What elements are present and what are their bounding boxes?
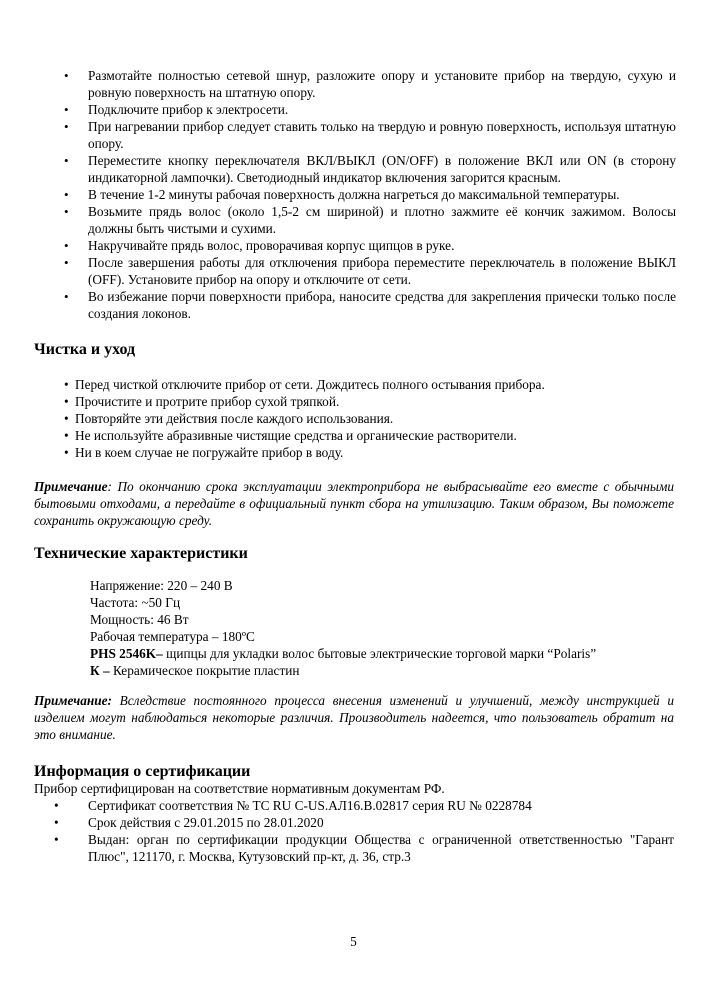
list-item: • Срок действия с 29.01.2015 по 28.01.2020 (54, 814, 674, 831)
list-item: • Повторяйте эти действия после каждого использования. (64, 410, 664, 427)
list-item: • Сертификат соответствия № ТС RU С-US.АЛ16.В.02817 серия RU № 0228784 (54, 797, 674, 814)
list-item: • Ни в коем случае не погружайте прибор в воду. (64, 444, 664, 461)
note-label: Примечание (34, 479, 108, 494)
spec-frequency: Частота: ~50 Гц (90, 595, 181, 610)
note-label: Примечание: (34, 693, 112, 708)
list-item: • После завершения работы для отключения прибора переместите переключатель в положение ВЫКЛ (OFF). Установите прибор на опору и отключите от сети. (64, 254, 676, 288)
tech-specs-heading: Технические характеристики (34, 545, 248, 562)
model-code: PHS 2546K– (90, 646, 163, 661)
model-description: щипцы для укладки волос бытовые электрические торговой марки “Polaris” (162, 646, 597, 661)
coating-code: К – (90, 663, 110, 678)
list-item: • Выдан: орган по сертификации продукции Общества с ограниченной ответственностью "Гарант Плюс", 121170, г. Москва, Кутузовский пр-кт, д. 36, стр.3 (54, 831, 674, 865)
spec-model (90, 645, 670, 662)
list-item: • Подключите прибор к электросети. (64, 101, 676, 118)
list-item: • Размотайте полностью сетевой шнур, разложите опору и установите прибор на твердую, сухую и ровную поверхность на штатную опору. (64, 67, 676, 101)
spec-voltage: Напряжение: 220 – 240 В (90, 578, 233, 593)
care-list (64, 376, 664, 461)
certification-heading: Информация о сертификации (34, 763, 251, 780)
tech-specs (90, 577, 670, 679)
changes-note (34, 692, 674, 743)
list-item: • Переместите кнопку переключателя ВКЛ/ВЫКЛ (ON/OFF) в положение ВКЛ или ON (в сторону индикаторной лампочки). Светодиодный индикатор включения загорится красным. (64, 152, 676, 186)
disposal-note (34, 478, 674, 529)
spec-coating (90, 662, 670, 679)
certification-list (54, 797, 674, 865)
list-item: • При нагревании прибор следует ставить только на твердую и ровную поверхность, используя штатную опору. (64, 118, 676, 152)
note-text: Вследствие постоянного процесса внесения изменений и улучшений, между инструкцией и изделием могут наблюдаться некоторые различия. Производитель надеется, что пользователь обратит на это внимание. (34, 693, 674, 742)
spec-temperature: Рабочая температура – 180ºС (90, 629, 255, 644)
care-heading: Чистка и уход (34, 341, 136, 358)
certification-intro: Прибор сертифицирован на соответствие нормативным документам РФ. (34, 781, 445, 796)
list-item: • Накручивайте прядь волос, проворачивая корпус щипцов в руке. (64, 237, 676, 254)
operation-steps-list (64, 67, 676, 322)
list-item: • Возьмите прядь волос (около 1,5-2 см шириной) и плотно зажмите её кончик зажимом. Волосы должны быть чистыми и сухими. (64, 203, 676, 237)
list-item: • Не используйте абразивные чистящие средства и органические растворители. (64, 427, 664, 444)
list-item: • Прочистите и протрите прибор сухой тряпкой. (64, 393, 664, 410)
note-text: : По окончанию срока эксплуатации электроприбора не выбрасывайте его вместе с обычными бытовыми отходами, а передайте в официальный пункт сбора на утилизацию. Таким образом, Вы поможете сохранить окружающую среду. (34, 479, 674, 528)
spec-power: Мощность: 46 Вт (90, 612, 189, 627)
coating-description: Керамическое покрытие пластин (109, 663, 300, 678)
list-item: • В течение 1-2 минуты рабочая поверхность должна нагреться до максимальной температуры. (64, 186, 676, 203)
page-number: 5 (350, 934, 357, 949)
list-item: • Во избежание порчи поверхности прибора, наносите средства для закрепления прически только после создания локонов. (64, 288, 676, 322)
list-item: • Перед чисткой отключите прибор от сети. Дождитесь полного остывания прибора. (64, 376, 664, 393)
